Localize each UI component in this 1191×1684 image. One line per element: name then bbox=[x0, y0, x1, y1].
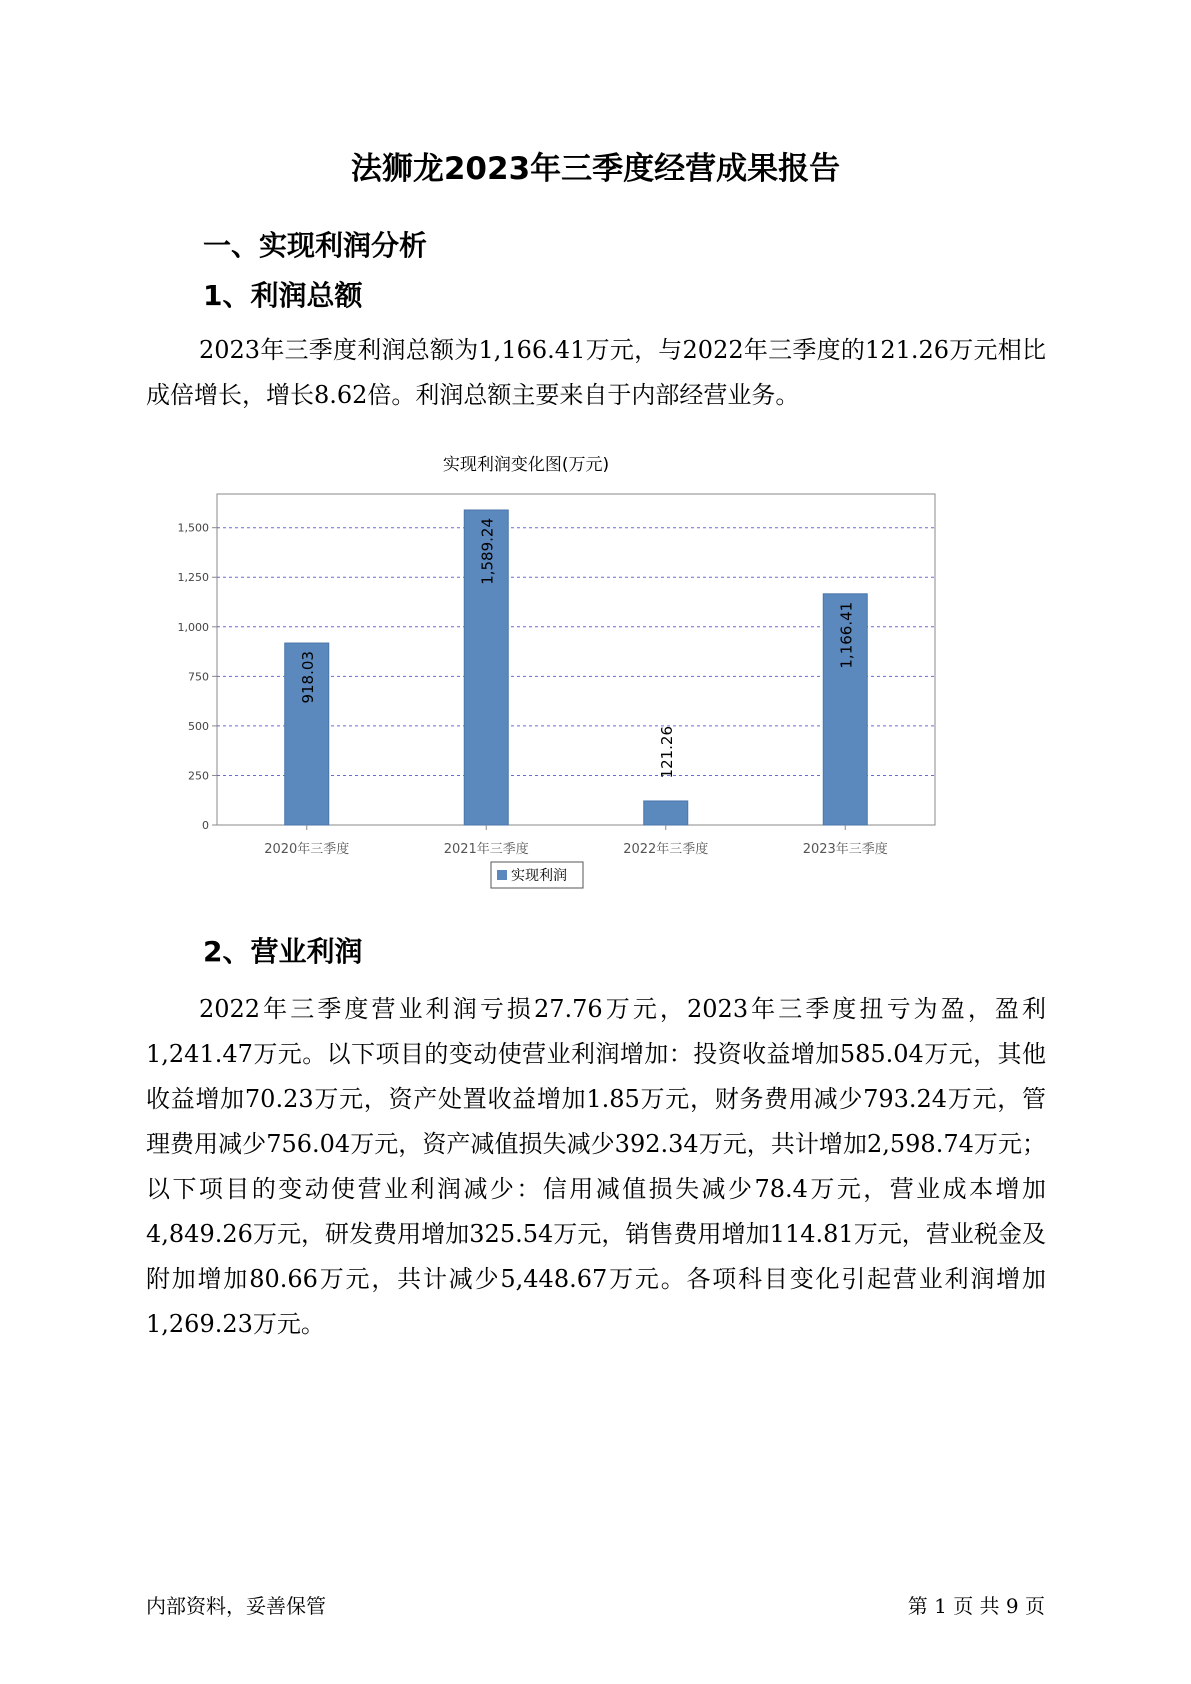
y-tick-label: 1,250 bbox=[177, 571, 209, 585]
y-tick-label: 1,500 bbox=[177, 521, 209, 535]
footer-confidential-note: 内部资料，妥善保管 bbox=[146, 1594, 326, 1618]
legend-label: 实现利润 bbox=[511, 868, 567, 884]
bar-value-label: 918.03 bbox=[298, 651, 317, 704]
subsection-heading-total-profit: 1、利润总额 bbox=[203, 279, 363, 312]
x-tick-label: 2022年三季度 bbox=[623, 842, 709, 857]
paragraph-total-profit: 2023年三季度利润总额为1,166.41万元，与2022年三季度的121.26万元相比成倍增长，增长8.62倍。利润总额主要来自于内部经营业务。 bbox=[146, 336, 1046, 409]
bar-value-label: 121.26 bbox=[657, 725, 676, 779]
profit-bar-chart bbox=[146, 442, 1046, 902]
x-tick-label: 2021年三季度 bbox=[443, 842, 529, 857]
footer-page-number: 第 1 页 共 9 页 bbox=[907, 1594, 1045, 1618]
bar-value-label: 1,589.24 bbox=[478, 518, 497, 585]
y-tick-label: 750 bbox=[188, 670, 209, 684]
x-tick-label: 2023年三季度 bbox=[802, 842, 888, 857]
subsection-heading-operating-profit: 2、营业利润 bbox=[203, 935, 363, 968]
y-tick-label: 1,000 bbox=[177, 620, 209, 634]
section-heading-profit-analysis: 一、实现利润分析 bbox=[203, 229, 428, 262]
y-tick-label: 250 bbox=[188, 769, 209, 783]
y-tick-label: 0 bbox=[202, 819, 209, 832]
legend-swatch bbox=[497, 870, 507, 880]
chart-svg bbox=[146, 442, 1046, 902]
paragraph-operating-profit: 2022年三季度营业利润亏损27.76万元，2023年三季度扭亏为盈，盈利1,241.47万元。以下项目的变动使营业利润增加：投资收益增加585.04万元，其他收益增加70.23万元，资产处置收益增加1.85万元，财务费用减少793.24万元，管理费用减少756.04万元，资产减值损失减少392.34万元，共计增加2,598.74万元；以下项目的变动使营业利润减少：信用减值损失减少78.4万元，营业成本增加4,849.26万元，研发费用增加325.54万元，销售费用增加114.81万元，营业税金及附加增加80.66万元，共计减少5,448.67万元。各项科目变化引起营业利润增加1,269.23万元。 bbox=[146, 995, 1046, 1338]
bar-value-label: 1,166.41 bbox=[837, 601, 856, 669]
chart-title: 实现利润变化图(万元) bbox=[442, 455, 610, 475]
x-tick-label: 2020年三季度 bbox=[264, 842, 350, 857]
document-title: 法狮龙2023年三季度经营成果报告 bbox=[350, 151, 841, 187]
y-tick-label: 500 bbox=[188, 719, 209, 733]
bar bbox=[644, 801, 688, 825]
